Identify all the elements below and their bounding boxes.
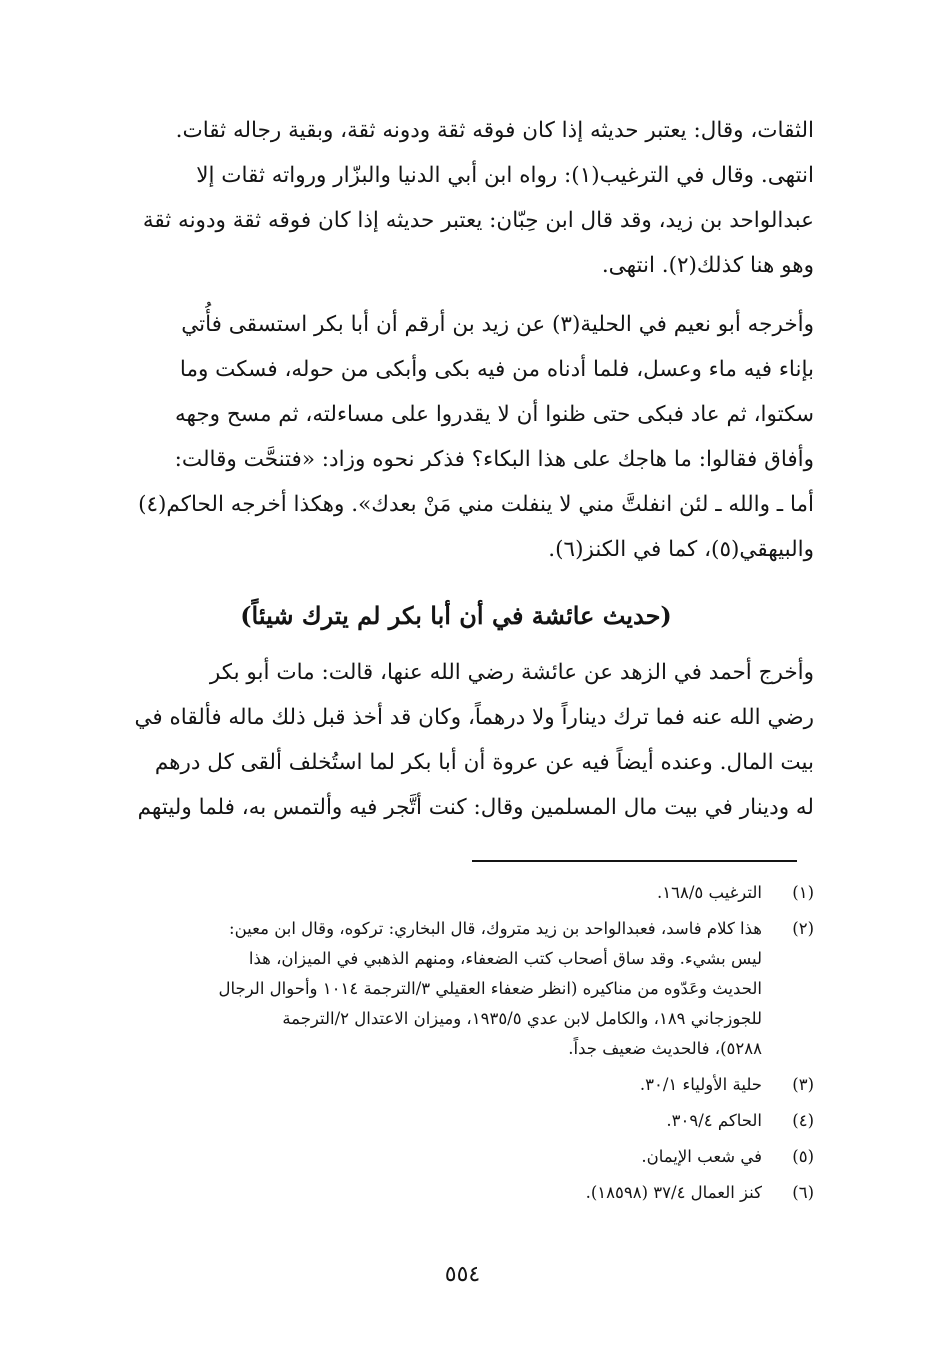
footnote	[98, 878, 814, 908]
paragraph-3	[98, 650, 814, 830]
page-number: ٥٥٤	[444, 1262, 481, 1287]
text-line: بيت المال. وعنده أيضاً فيه عن عروة أن أبا بكر لما استُخلف ألقى كل درهم	[154, 750, 814, 775]
footnote-text	[98, 1178, 762, 1208]
text-line: بإناء فيه ماء وعسل، فلما أدناه من فيه بكى وأبكى من حوله، فسكت وما	[179, 357, 814, 382]
section-heading: (حديث عائشة في أن أبا بكر لم يترك شيئاً)	[240, 601, 672, 630]
footnote	[98, 1178, 814, 1208]
footnote	[98, 1070, 814, 1100]
footnote-number: (٣)	[792, 1075, 814, 1094]
footnote-line: الحاكم ٣٠٩/٤.	[666, 1111, 762, 1130]
text-line: رضي الله عنه فما ترك ديناراً ولا درهماً، وكان قد أخذ قبل ذلك ماله فألقاه في	[134, 705, 814, 730]
text-line: وأخرج أحمد في الزهد عن عائشة رضي الله عنها، قالت: مات أبو بكر	[209, 660, 814, 685]
text-line: وهو هنا كذلك(٢). انتهى.	[601, 253, 814, 278]
footnote-text	[98, 1142, 762, 1172]
text-line: وأفاق فقالوا: ما هاجك على هذا البكاء؟ فذكر نحوه وزاد: «فتنحَّت وقالت:	[174, 447, 814, 472]
footnote-line: كنز العمال ٣٧/٤ (١٨٥٩٨).	[585, 1183, 762, 1202]
footnote-line: ليس بشيء. وقد ساق أصحاب كتب الضعفاء، ومنهم الذهبي في الميزان، هذا	[248, 949, 762, 968]
text-line: سكتوا، ثم عاد فبكى حتى ظنوا أن لا يقدروا على مساءلته، ثم مسح وجهه	[174, 402, 814, 427]
footnote-number: (٤)	[792, 1111, 814, 1130]
footnote-line: ٥٢٨٨)، فالحديث ضعيف جداً.	[568, 1039, 762, 1058]
footnotes	[98, 878, 814, 1214]
text-line: له ودينار في بيت مال المسلمين وقال: كنت أتَّجر فيه وألتمس به، فلما وليتهم	[137, 795, 814, 820]
footnote	[98, 1142, 814, 1172]
text-line: الثقات، وقال: يعتبر حديثه إذا كان فوقه ثقة ودونه ثقة، وبقية رجاله ثقات.	[175, 118, 814, 143]
text-line: وأخرجه أبو نعيم في الحلية(٣) عن زيد بن أرقم أن أبا بكر استسقى فأُتي	[181, 312, 814, 337]
footnote-text	[98, 878, 762, 908]
text-line: عبدالواحد بن زيد، وقد قال ابن حِبّان: يعتبر حديثه إذا كان فوقه ثقة ودونه ثقة	[142, 208, 814, 233]
footnote-line: حلية الأولياء ٣٠/١.	[639, 1075, 762, 1094]
footnote	[98, 914, 814, 1064]
footnote-number: (٦)	[792, 1183, 814, 1202]
footnote-line: الحديث وعَدّوه من مناكيره (انظر ضعفاء العقيلي ٣/الترجمة ١٠١٤ وأحوال الرجال	[218, 979, 762, 998]
footnote	[98, 1106, 814, 1136]
footnote-number: (٥)	[792, 1147, 814, 1166]
footnote-separator	[472, 860, 797, 862]
main-text	[98, 108, 814, 830]
footnote-line: هذا كلام فاسد، فعبدالواحد بن زيد متروك، قال البخاري: تركوه، وقال ابن معين:	[229, 919, 762, 938]
footnote-text	[98, 914, 762, 1064]
footnote-text	[98, 1070, 762, 1100]
text-line: أما ـ والله ـ لئن انفلتَّ مني لا ينفلت مني مَنْ بعدك». وهكذا أخرجه الحاكم(٤)	[138, 492, 814, 517]
footnote-text	[98, 1106, 762, 1136]
text-line: انتهى. وقال في الترغيب(١): رواه ابن أبي الدنيا والبزّار ورواته ثقات إلا	[196, 163, 814, 188]
text-line: والبيهقي(٥)، كما في الكنز(٦).	[548, 537, 814, 562]
paragraph-2	[98, 302, 814, 572]
footnote-line: في شعب الإيمان.	[641, 1147, 762, 1166]
footnote-number: (١)	[792, 883, 814, 902]
footnote-number: (٢)	[792, 919, 814, 938]
footnote-line: الترغيب ١٦٨/٥.	[656, 883, 762, 902]
footnote-line: للجوزجاني ١٨٩، والكامل لابن عدي ١٩٣٥/٥، وميزان الاعتدال ٢/الترجمة	[282, 1009, 762, 1028]
paragraph-1	[98, 108, 814, 288]
